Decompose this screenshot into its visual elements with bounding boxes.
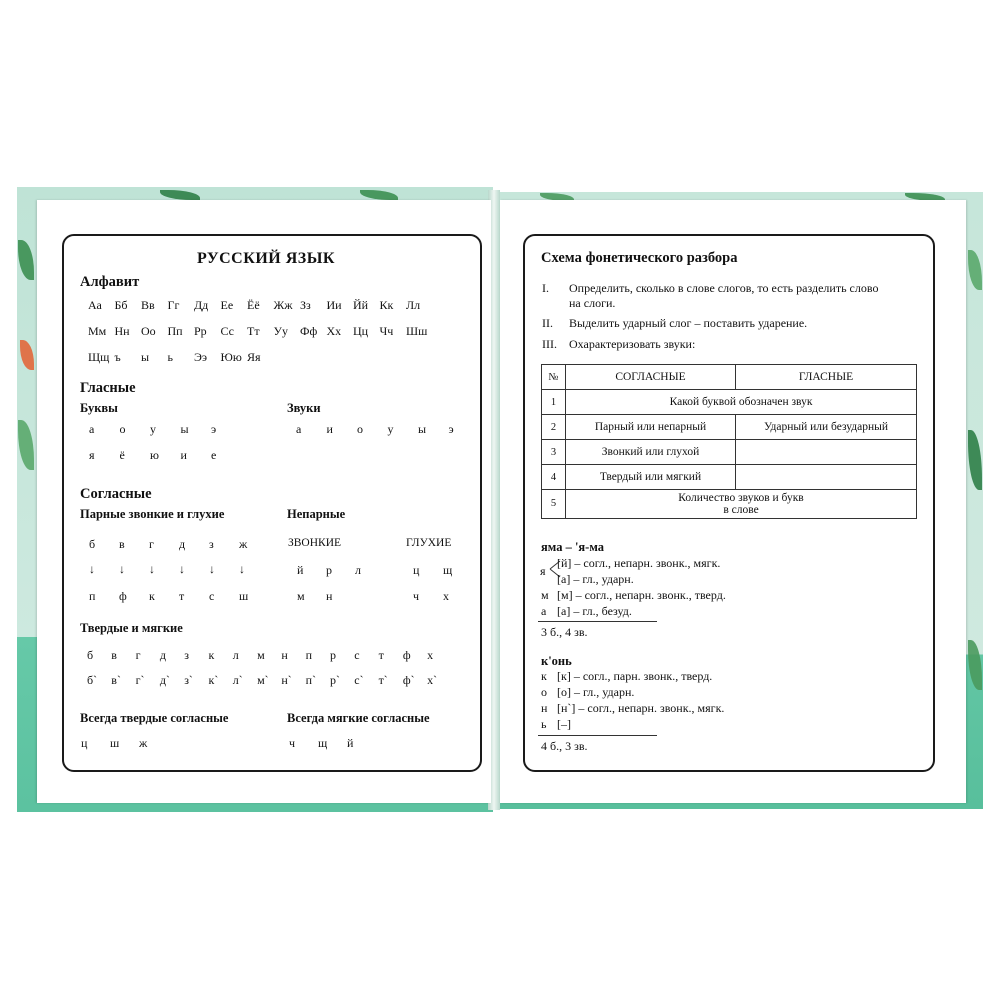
letter-cell: ь [167,350,173,364]
letter-cell: н [281,648,288,662]
table-row [542,465,917,490]
letter-cell: Дд [194,298,209,312]
letter-cell: щ [318,736,328,750]
letter-cell: й [347,736,354,750]
letter-cell: ↓ [119,562,125,576]
letter-cell: Нн [114,324,130,338]
consonants-heading: Согласные [80,486,152,502]
table-cell: Парный или непарный [566,415,736,440]
letter-cell: Фф [300,324,318,338]
alphabet-heading: Алфавит [80,274,140,290]
voiced-label: ЗВОНКИЕ [288,537,342,549]
letter-cell: о [119,422,126,436]
example-letter: а [541,604,547,618]
letter-cell: ы [180,422,189,436]
letter-cell: д [159,648,166,662]
letter-cell: й [297,563,304,577]
example-word: яма – 'я-ма [541,540,605,554]
letter-cell: Оо [141,324,156,338]
letter-cell: к [208,648,215,662]
table-row-num: 5 [542,490,566,519]
table-header-row [542,365,917,390]
letter-cell: Зз [300,298,311,312]
letter-cell: ы [418,422,427,436]
letter-cell: з` [184,673,193,687]
table-header-vowels: ГЛАСНЫЕ [736,365,917,390]
letter-cell: у [387,422,394,436]
letter-cell: ↓ [209,562,215,576]
letter-cell: ф [119,589,127,603]
letter-cell: Ии [326,298,342,312]
table-row-num: 1 [542,390,566,415]
letter-cell: ц [413,563,420,577]
letter-cell: р [329,648,336,662]
sound-line: [–] [557,717,571,731]
letter-cell: м [297,589,305,603]
paired-voiced-row [89,537,269,552]
paired-voiceless-row [89,589,269,604]
letter-cell: п [89,589,96,603]
soft-consonants-row [87,673,451,688]
letter-cell: л [355,563,361,577]
letter-cell: ё [119,448,125,462]
vowel-sounds-row [296,422,479,437]
letter-cell: ф [402,648,411,662]
letter-cell: р [326,563,332,577]
unpaired-voiceless-row [413,589,473,604]
letter-cell: с [354,648,360,662]
example-letter: ь [541,717,547,731]
table-cell-line: в слове [723,504,759,516]
sound-line: [н`] – согл., непарн. звонк., мягк. [557,701,725,715]
letter-cell: Юю [220,350,242,364]
letter-cell: с` [354,673,364,687]
phonetic-scheme-title: Схема фонетического разбора [541,250,738,266]
letter-cell: Вв [141,298,155,312]
vowel-letters-label: Буквы [80,401,118,415]
letter-cell: ↓ [179,562,185,576]
divider [538,621,657,622]
table-header-consonants: СОГЛАСНЫЕ [566,365,736,390]
letter-cell: Лл [406,298,421,312]
letter-cell: х [443,589,449,603]
letter-cell: Сс [220,324,234,338]
step-number: II. [542,316,553,330]
letter-cell: п` [305,673,317,687]
letter-cell: э [211,422,217,436]
vowel-letters-row [89,448,242,463]
letter-cell: Шш [406,324,428,338]
table-row [542,415,917,440]
table-cell [566,490,917,519]
vowel-sounds-label: Звуки [287,401,321,415]
table-row [542,390,917,415]
letter-cell: в [111,648,117,662]
letter-cell: ю [150,448,159,462]
unpaired-voiced-row [297,563,384,578]
sound-line: [а] – гл., ударн. [557,572,634,586]
letter-cell: ф` [402,673,415,687]
letter-cell: с [209,589,215,603]
example-letter: н [541,701,548,715]
table-cell [736,465,917,490]
letter-cell: ц [81,736,88,750]
hard-soft-heading: Твердые и мягкие [80,621,183,635]
alphabet-row [88,324,433,339]
letter-cell: х [427,648,434,662]
letter-cell: ↓ [149,562,155,576]
letter-cell: л [232,648,239,662]
letter-cell: Тт [247,324,260,338]
letter-cell: м` [257,673,269,687]
table-cell [736,440,917,465]
page-title: РУССКИЙ ЯЗЫК [197,250,336,267]
alphabet-row [88,298,433,313]
letter-cell: Бб [114,298,128,312]
letter-cell: Чч [379,324,394,338]
step-text: Охарактеризовать звуки: [569,337,696,351]
letter-cell: б` [87,673,98,687]
table-row-num: 3 [542,440,566,465]
table-cell-line: Количество звуков и букв [678,492,804,504]
step-text: Определить, сколько в слове слогов, то есть разделить слово [569,281,879,295]
letter-cell: к` [208,673,219,687]
letter-cell: г` [135,673,145,687]
example-total: 3 б., 4 зв. [541,625,588,639]
table-header-num: № [542,365,566,390]
vowels-heading: Гласные [80,380,136,396]
letter-cell: и [180,448,187,462]
example-letter: к [541,669,547,683]
letter-cell: щ [443,563,453,577]
letter-cell: Уу [273,324,288,338]
letter-cell: к [149,589,155,603]
letter-cell: н` [281,673,292,687]
letter-cell: н [326,589,333,603]
always-soft-label: Всегда мягкие согласные [287,711,430,725]
letter-cell: ж [239,537,248,551]
letter-cell: а [89,422,95,436]
vowel-letters-row [89,422,242,437]
letter-cell: Жж [273,298,293,312]
letter-cell: т` [378,673,388,687]
table-row-num: 4 [542,465,566,490]
letter-cell: Гг [167,298,180,312]
letter-cell: Ее [220,298,234,312]
example-total: 4 б., 3 зв. [541,739,588,753]
sound-line: [к] – согл., парн. звонк., тверд. [557,669,713,683]
letter-cell: и [326,422,333,436]
always-soft-row [289,736,376,751]
letter-cell: п [305,648,313,662]
letter-cell: в [119,537,125,551]
table-row [542,490,917,519]
letter-cell: р` [329,673,340,687]
letter-cell: ч [413,589,420,603]
table-cell: Ударный или безударный [736,415,917,440]
letter-cell: Кк [379,298,394,312]
letter-cell: в` [111,673,121,687]
letter-cell: ш [110,736,120,750]
alphabet-row [88,350,274,365]
paired-arrows-row [89,562,269,577]
letter-cell: ↓ [239,562,245,576]
left-page-frame [62,234,482,772]
letter-cell: ч [289,736,296,750]
unpaired-voiced-row [297,589,355,604]
letter-cell: м [257,648,265,662]
letter-cell: Пп [167,324,183,338]
paired-consonants-label: Парные звонкие и глухие [80,507,225,521]
letter-cell: а [296,422,302,436]
table-cell: Твердый или мягкий [566,465,736,490]
step-number: I. [542,281,549,295]
sound-line: [й] – согл., непарн. звонк., мягк. [557,556,721,570]
table-cell: Какой буквой обозначен звук [566,390,917,415]
letter-cell: б [89,537,96,551]
example-letter: я [540,564,546,578]
hard-consonants-row [87,648,451,663]
letter-cell: л` [232,673,243,687]
letter-cell: г [135,648,141,662]
example-letter: м [541,588,549,602]
letter-cell: Мм [88,324,107,338]
divider [538,735,657,736]
table-row [542,440,917,465]
letter-cell: Яя [247,350,261,364]
unpaired-consonants-label: Непарные [287,507,346,521]
sound-line: [м] – согл., непарн. звонк., тверд. [557,588,726,602]
example-word: к'онь [541,654,572,668]
letter-cell: ъ [114,350,121,364]
phonetic-table [541,364,917,519]
letter-cell: у [150,422,156,436]
always-hard-row [81,736,168,751]
unpaired-voiceless-row [413,563,473,578]
letter-cell: э [448,422,454,436]
always-hard-label: Всегда твердые согласные [80,711,229,725]
letter-cell: Щщ [88,350,110,364]
voiceless-label: ГЛУХИЕ [406,537,452,549]
letter-cell: б [87,648,94,662]
letter-cell: т [378,648,384,662]
letter-cell: Рр [194,324,207,338]
letter-cell: ↓ [89,562,95,576]
letter-cell: Ээ [194,350,208,364]
letter-cell: Ёё [247,298,260,312]
step-number: III. [542,337,557,351]
letter-cell: т [179,589,185,603]
letter-cell: Цц [353,324,369,338]
sound-line: [а] – гл., безуд. [557,604,632,618]
example-letter: о [541,685,547,699]
table-cell: Звонкий или глухой [566,440,736,465]
letter-cell: д [179,537,186,551]
sound-line: [о] – гл., ударн. [557,685,635,699]
step-text: Выделить ударный слог – поставить ударение. [569,316,808,330]
letter-cell: о [357,422,363,436]
letter-cell: ш [239,589,249,603]
letter-cell: я [89,448,95,462]
letter-cell: ы [141,350,150,364]
letter-cell: з [209,537,214,551]
letter-cell: Йй [353,298,369,312]
letter-cell: х` [427,673,438,687]
letter-cell: д` [159,673,170,687]
letter-cell: з [184,648,189,662]
step-text-continued: на слоги. [569,296,616,310]
letter-cell: ж [139,736,148,750]
letter-cell: Хх [326,324,342,338]
letter-cell: г [149,537,154,551]
letter-cell: Аа [88,298,102,312]
table-row-num: 2 [542,415,566,440]
letter-cell: е [211,448,217,462]
